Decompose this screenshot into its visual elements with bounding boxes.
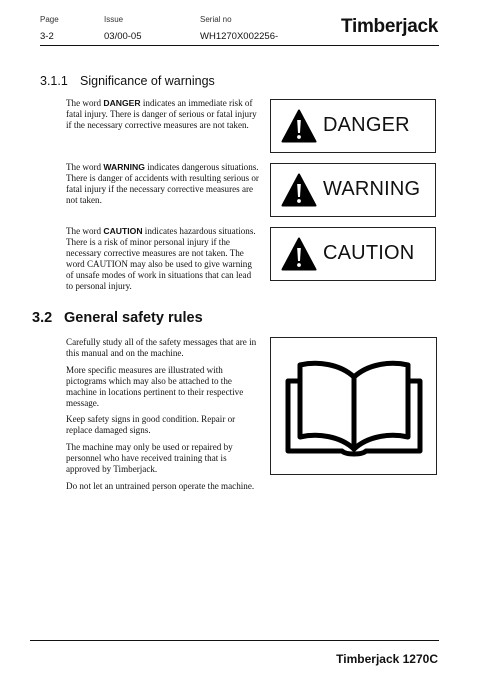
warning-text-pre: The word [66, 162, 104, 172]
warning-text-post: indicates dangerous situations. There is danger of accidents with resulting serious or fatal injury if the necessary corrective measures are not taken. [66, 162, 259, 205]
danger-keyword: DANGER [103, 98, 141, 108]
caution-paragraph [66, 226, 259, 291]
issue-label: Issue [104, 15, 124, 24]
danger-paragraph [66, 98, 259, 131]
sign-word-caution: CAUTION [323, 242, 415, 264]
safety-rules-text [66, 337, 259, 498]
page-label: Page [40, 15, 59, 24]
section-heading-3-1-1 [40, 74, 215, 88]
read-manual-pictogram [270, 337, 437, 475]
warning-keyword: WARNING [103, 162, 145, 172]
open-book-icon [284, 351, 424, 461]
section-heading-3-2 [32, 310, 203, 326]
header-rule [40, 45, 439, 46]
caution-text-pre: The word [66, 226, 104, 236]
serial-value: WH1270X002256- [200, 31, 279, 42]
safety-rule-paragraph: The machine may only be used or repaired by personnel who have received training that is approved by Timberjack. [66, 442, 233, 475]
caution-sign [270, 227, 436, 281]
safety-rule-paragraph: Carefully study all of the safety messages that are in this manual and on the machine. [66, 337, 257, 358]
caution-keyword: CAUTION [103, 226, 143, 236]
safety-rule-paragraph: More specific measures are illustrated with pictograms which may also be attached to the machine in locations pertinent to their respective message. [66, 364, 244, 408]
safety-rule-paragraph: Do not let an untrained person operate the machine. [66, 480, 255, 491]
section-title: General safety rules [64, 310, 203, 326]
warning-paragraph [66, 162, 259, 206]
footer-rule [30, 640, 439, 641]
danger-text-post: indicates an immediate risk of fatal injury. There is danger of serious or fatal injury if the necessary corrective measures are not taken. [66, 98, 257, 130]
warning-triangle-icon [281, 237, 317, 271]
section-number: 3.1.1 [40, 74, 68, 88]
footer-model: Timberjack 1270C [336, 652, 438, 666]
danger-text-pre: The word [66, 98, 104, 108]
sign-word-danger: DANGER [323, 114, 410, 136]
section-title: Significance of warnings [80, 74, 215, 88]
safety-rule-paragraph: Keep safety signs in good condition. Repair or replace damaged signs. [66, 414, 236, 436]
serial-label: Serial no [200, 15, 232, 24]
warning-triangle-icon [281, 173, 317, 207]
danger-sign [270, 99, 436, 153]
issue-value: 03/00-05 [104, 31, 142, 42]
caution-text-post: indicates hazardous situations. There is a risk of minor personal injury if the necessary corrective measures are not taken. The word CAUTION may also be used to give warning of unsafe modes of work in situations that can lead to personal injury. [66, 226, 256, 291]
sign-word-warning: WARNING [323, 178, 421, 200]
page-number: 3-2 [40, 31, 54, 42]
warning-sign [270, 163, 436, 217]
section-number: 3.2 [32, 310, 53, 326]
brand-logo: Timberjack [341, 16, 438, 37]
warning-triangle-icon [281, 109, 317, 143]
